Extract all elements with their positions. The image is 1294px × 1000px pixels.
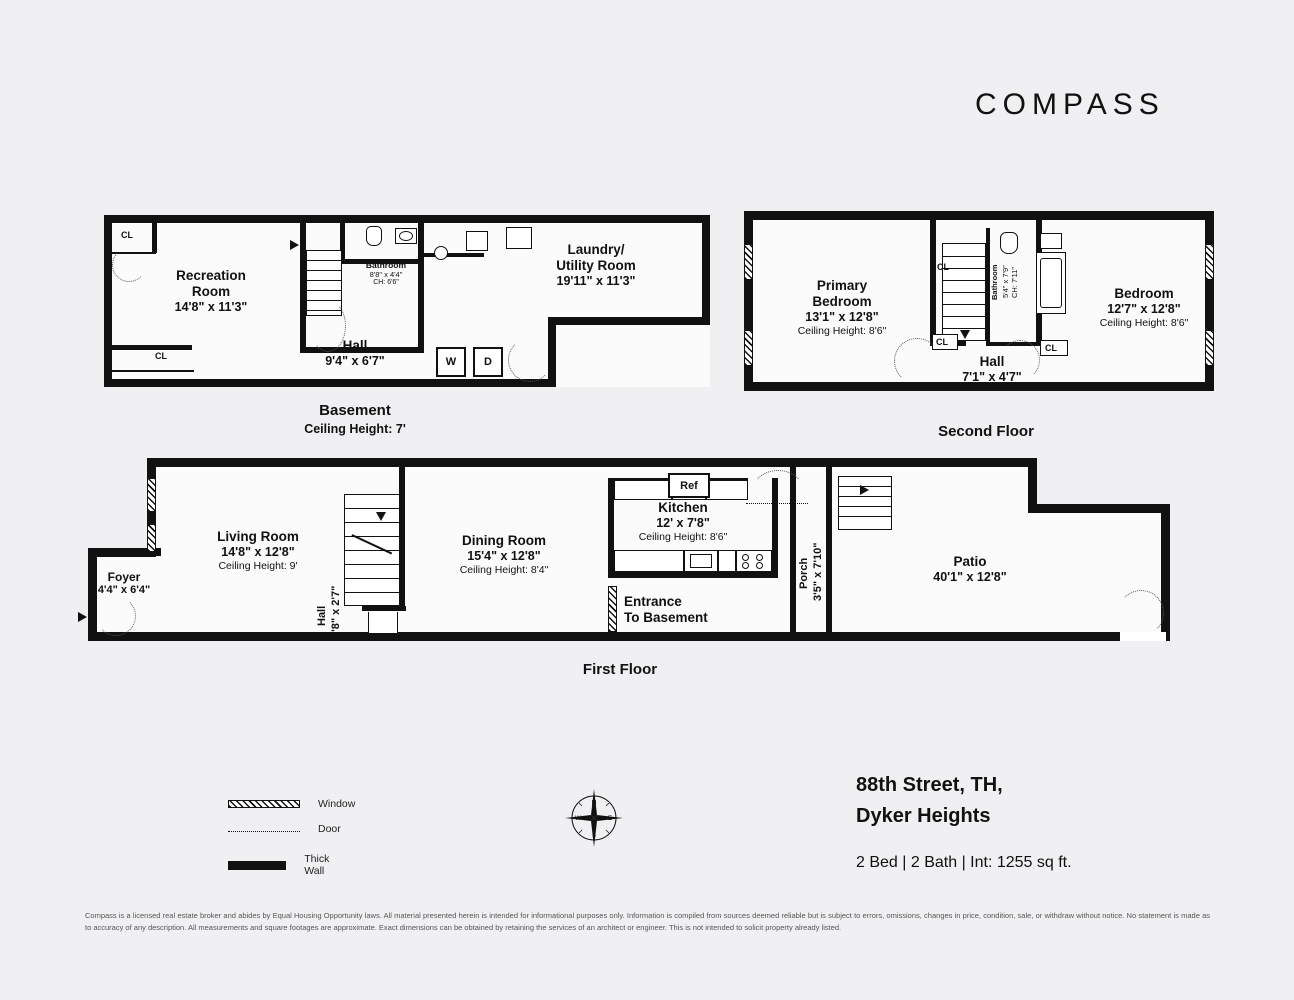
room-dim-bedroom: 12'7" x 12'8" [1107,301,1181,316]
room-ch-kitchen: Ceiling Height: 8'6" [638,530,728,543]
second-closet-tag-2: CL [936,337,948,347]
basement-closet-bottom-wall [112,345,192,350]
room-dim-foyer: 4'4" x 6'4" [97,584,151,597]
second-wall-top [744,211,1214,220]
second-stair-step-7 [942,328,986,329]
first-stair-step-1 [344,508,400,509]
floor-title-second: Second Floor [938,423,1034,440]
second-closet-tag-3: CL [1045,343,1057,353]
legend-item-thick-wall [228,853,343,877]
room-dim-patio: 40'1" x 12'8" [933,569,1007,584]
svg-text:W: W [575,816,581,822]
window-first-basement-entry [608,586,617,632]
room-name-primary-l2: Bedroom [812,293,872,309]
room-label-foyer [76,570,172,597]
second-stair-step-4 [942,292,986,293]
kitchen-opening-dotted [746,472,808,504]
dryer-box: D [473,347,503,377]
stove-burner-4 [756,562,763,569]
room-label-dining [428,533,580,576]
room-name-patio: Patio [953,554,987,569]
second-stair-step-6 [942,316,986,317]
second-stair-direction-arrow [960,330,970,339]
second-stair-step-3 [942,280,986,281]
basement-wall-lower-right [548,317,710,325]
patio-stair-step-3 [838,506,892,507]
floor-title-basement-sub: Ceiling Height: 7' [304,421,406,436]
room-label-recreation [132,268,290,315]
window-second-left-2 [744,330,753,366]
room-name-basement-bathroom: Bathroom [365,260,407,270]
room-dim-laundry: 19'11" x 11'3" [556,273,636,288]
basement-door-arc-3 [508,338,552,382]
basement-closet-bottom-line [112,370,194,372]
room-label-second-hall [942,354,1042,385]
first-wall-right-step-h [1028,504,1170,513]
room-dim-primary: 13'1" x 12'8" [805,309,879,324]
floor-title-first: First Floor [582,661,658,678]
patio-stair-direction-arrow [860,485,869,495]
first-stair-step-4 [344,550,400,551]
room-dim-first-hall: 2'8" x 2'7" [330,585,342,639]
basement-stair-step-3 [306,280,342,281]
room-name-second-hall: Hall [979,354,1005,369]
stove-burner-2 [756,554,763,561]
window-icon [228,800,300,808]
room-name-first-hall: Hall [316,605,328,627]
room-dim-basement-bathroom: 8'8" x 4'4" [369,270,403,280]
disclaimer-text: Compass is a licensed real estate broker and abides by Equal Housing Opportunity laws. All material presented herein is intended for informational purposes only. Information is compiled from sources deemed reliable but is subject to errors, omissions, changes in price, condition, sale, or withdraw without notice. No statement is made as to accuracy of any description. All measurements and square footages are approximate. Exact dimensions can be obtained by retaining the services of an architect or engineer. This is not intended to solicit property already listed. [85,911,1210,932]
first-stair-step-5 [344,564,400,565]
room-name-kitchen: Kitchen [658,500,708,515]
legend-label-window: Window [318,798,356,810]
entrance-basement-l1: Entrance [624,594,682,609]
water-heater-icon [434,246,448,260]
basement-wall-left [104,215,112,387]
room-ch-basement-bathroom: CH: 6'6" [373,279,399,287]
second-door-arc-1 [894,338,940,384]
room-name-bedroom: Bedroom [1114,286,1174,301]
second-stair-step-5 [942,304,986,305]
second-closet-tag-1: CL [937,262,949,272]
room-label-basement-bathroom [348,260,424,288]
basement-stair-direction-arrow [290,240,299,250]
room-dim-living: 14'8" x 12'8" [221,544,295,559]
room-label-primary-bedroom [782,278,902,337]
first-stair-direction-arrow [376,512,386,521]
foyer-door-arc [96,596,136,636]
stove-burner-1 [742,554,749,561]
room-ch-bedroom: Ceiling Height: 8'6" [1099,316,1189,329]
first-wall-top [147,458,1037,467]
floor-title-basement-main: Basement [319,402,391,419]
address-block [856,770,1072,872]
room-name-living: Living Room [217,529,299,544]
legend-item-window [228,798,355,810]
svg-text:E: E [607,816,613,822]
room-name-recreation-l1: Recreation [176,268,246,283]
compass-rose-icon [563,787,625,854]
legend-label-door: Door [318,823,341,835]
room-dim-second-bathroom: 5'4" x 7'9" [1001,265,1010,299]
room-ch-primary: Ceiling Height: 8'6" [797,324,887,337]
room-dim-basement-hall: 9'4" x 6'7" [325,353,385,368]
svg-text:S: S [591,833,597,839]
basement-wall-bottom [104,379,556,387]
stove-icon [736,550,772,572]
first-stair-step-2 [344,522,400,523]
room-ch-living: Ceiling Height: 9' [218,559,298,572]
second-stair-step-1 [942,256,986,257]
kitchen-counter-bottom-mid [718,550,736,572]
room-label-patio [900,554,1040,585]
entrance-basement-l2: To Basement [624,609,708,625]
room-label-laundry [524,242,668,289]
compass-logo: COMPASS [975,88,1165,121]
address-line-1: 88th Street, TH, [856,774,1003,796]
first-partition-foyer [155,548,161,556]
bathtub-inner [1040,258,1062,308]
patio-stair-step-4 [838,516,892,517]
kitchen-sink-basin [690,554,712,568]
basement-closet-top-wall [152,223,157,253]
room-dim-kitchen: 12' x 7'8" [656,515,710,530]
room-label-living [182,529,334,572]
room-name-basement-hall: Hall [342,338,368,353]
room-name-dining: Dining Room [462,533,546,548]
basement-stair-step-2 [306,270,342,271]
window-first-left-1 [147,478,156,512]
second-closet-line-1 [934,228,936,272]
label-entrance-to-basement [624,594,804,626]
foyer-wall-top [88,548,156,557]
room-dim-porch: 3'5" x 7'10" [812,542,824,602]
basement-closet-tag-2: CL [155,351,167,361]
refrigerator-label: Ref [668,473,710,498]
electrical-panel-icon [466,231,488,251]
basement-wall-top [104,215,710,223]
front-door-arrow [78,612,87,622]
room-name-foyer: Foyer [107,570,141,584]
room-dim-dining: 15'4" x 12'8" [467,548,541,563]
window-second-left-1 [744,244,753,280]
patio-stair-step-2 [838,496,892,497]
thick-wall-icon [228,861,286,870]
door-icon [228,831,300,832]
room-name-second-bathroom: Bathroom [990,264,999,300]
basement-closet-tag-1: CL [121,230,133,240]
room-dim-recreation: 14'8" x 11'3" [174,299,248,314]
first-stair-step-6 [344,578,400,579]
room-dim-second-hall: 7'1" x 4'7" [962,369,1022,384]
room-name-laundry-l2: Utility Room [556,257,636,273]
first-wall-bottom [88,632,1170,641]
window-second-right-1 [1205,244,1214,280]
room-name-recreation-l2: Room [191,283,231,299]
basement-partition-c [418,223,424,353]
kitchen-counter-top-right [706,480,748,500]
patio-door-gap [1120,632,1166,641]
patio-door-arc [1118,590,1164,636]
svg-text:N: N [591,800,597,807]
basement-partition-d [424,253,484,257]
room-label-basement-hall [300,338,410,369]
room-name-primary-l1: Primary [816,278,868,293]
basement-stair-step-4 [306,290,342,291]
toilet-icon-second [1000,232,1018,254]
room-name-porch: Porch [798,557,810,589]
porch-wall-right [826,466,832,638]
first-partition-hall-bottom [362,606,406,611]
room-ch-second-bathroom: CH: 7'11" [1010,266,1019,298]
kitchen-wall-bottom [608,572,778,578]
window-second-right-2 [1205,330,1214,366]
kitchen-counter-top-left [614,480,672,500]
sink-icon-second [1040,233,1062,249]
toilet-icon [366,226,382,246]
address-line-2: Dyker Heights [856,805,991,827]
basement-stair-step-1 [306,260,342,261]
stove-burner-3 [742,562,749,569]
floor-title-basement [255,401,455,437]
first-closet-box [368,612,398,634]
legend-item-door [228,823,341,835]
room-label-bedroom [1080,286,1208,329]
room-ch-dining: Ceiling Height: 8'4" [459,563,549,576]
room-name-laundry-l1: Laundry/ [567,242,625,257]
legend-label-thick-wall: Thick Wall [304,853,330,877]
kitchen-counter-bottom-left [614,550,684,572]
basement-wall-right [702,215,710,325]
first-stair-step-7 [344,592,400,593]
room-label-kitchen [618,500,748,543]
property-stats: 2 Bed | 2 Bath | Int: 1255 sq ft. [856,854,1072,871]
sink-bowl-icon [399,231,413,241]
washer-box: W [436,347,466,377]
